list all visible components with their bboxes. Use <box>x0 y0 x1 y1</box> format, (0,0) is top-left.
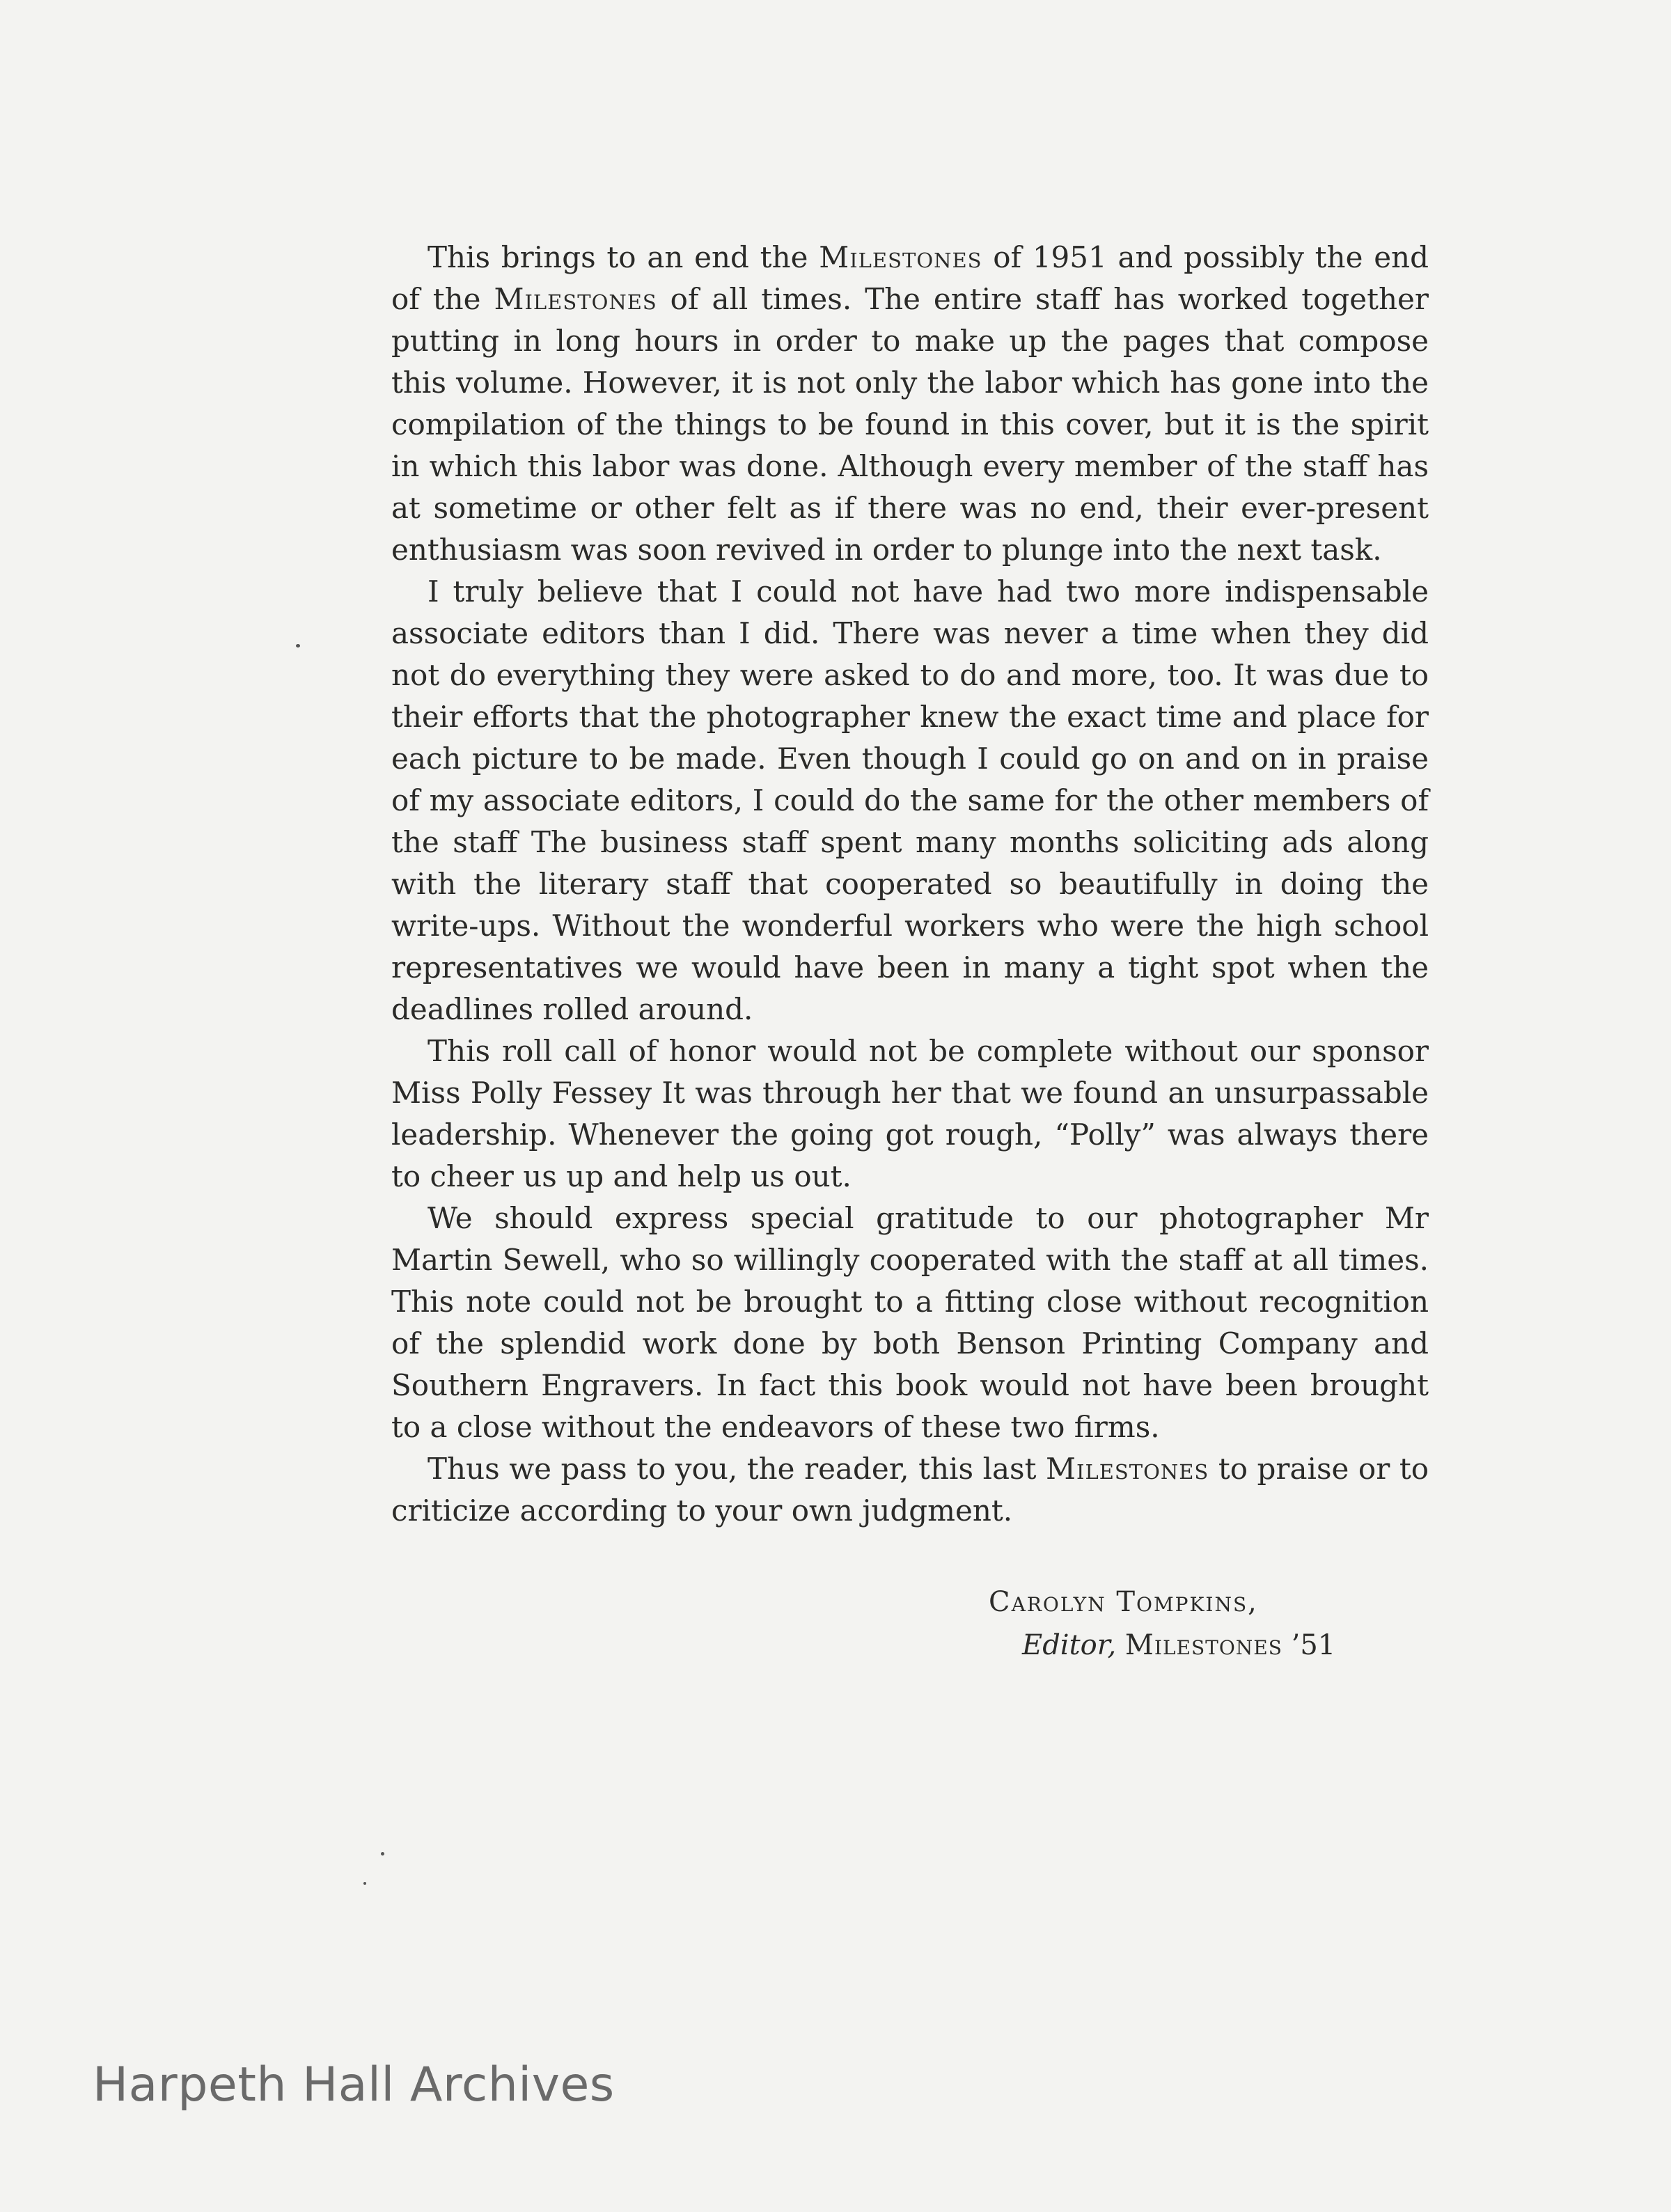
paper-speck <box>296 644 300 648</box>
text-segment: to praise or to criticize according to your own judgment. <box>391 1452 1429 1528</box>
paragraph <box>391 1030 1429 1198</box>
paragraph <box>391 1198 1429 1448</box>
archive-watermark: Harpeth Hall Archives <box>93 2057 615 2112</box>
text-segment: This brings to an end the <box>427 240 819 274</box>
text-segment: Thus we pass to you, the reader, this last <box>427 1452 1046 1486</box>
signature-year: ’51 <box>1291 1629 1336 1661</box>
text-segment: of all times. The entire staff has worked together putting in long hours in order to make up the pages that compose this volume. However, it is not only the labor which has gone into the compilation of the things to be found in this cover, but it is the spirit in which this labor was done. Although every member of the staff has at sometime or other felt as if there was no end, their ever-present enthusiasm was soon revived in order to plunge into the next task. <box>391 282 1429 567</box>
publication-name: Milestones <box>494 282 657 316</box>
text-segment: of 1951 and possibly the end of the <box>391 240 1429 316</box>
signature-block <box>989 1580 1476 1667</box>
paper-speck <box>363 1882 366 1885</box>
text-segment: We should express special gratitude to our photographer Mr Martin Sewell, who so willingly cooperated with the staff at all times. This note could not be brought to a fitting close without recognition of the splendid work done by both Benson Printing Company and Southern Engravers. In fact this book would not have been brought to a close without the endeavors of these two firms. <box>391 1201 1429 1444</box>
paper-speck <box>381 1852 384 1856</box>
publication-name: Milestones <box>1046 1452 1209 1486</box>
letter-body <box>391 237 1429 1532</box>
publication-name: Milestones <box>819 240 982 274</box>
paragraph <box>391 1448 1429 1532</box>
paragraph <box>391 237 1429 571</box>
signature-title <box>989 1624 1476 1667</box>
text-segment: I truly believe that I could not have had two more indispensable associate editors than I did. There was never a time when they did not do everything they were asked to do and more, too. It was due to their efforts that the photographer knew the exact time and place for each picture to be made. Even though I could go on and on in praise of my associate editors, I could do the same for the other members of the staff The business staff spent many months soliciting ads along with the literary staff that cooperated so beautifully in doing the write-ups. Without the wonderful workers who were the high school representatives we would have been in many a tight spot when the deadlines rolled around. <box>391 574 1429 1026</box>
text-segment: This roll call of honor would not be complete without our sponsor Miss Polly Fessey It was through her that we found an unsurpassable leadership. Whenever the going got rough, “Polly” was always there to cheer us up and help us out. <box>391 1034 1429 1193</box>
signature-publication: Milestones <box>1124 1629 1282 1661</box>
signature-role: Editor, <box>1022 1629 1117 1661</box>
signature-name: Carolyn Tompkins, <box>989 1586 1258 1618</box>
paragraph <box>391 571 1429 1030</box>
